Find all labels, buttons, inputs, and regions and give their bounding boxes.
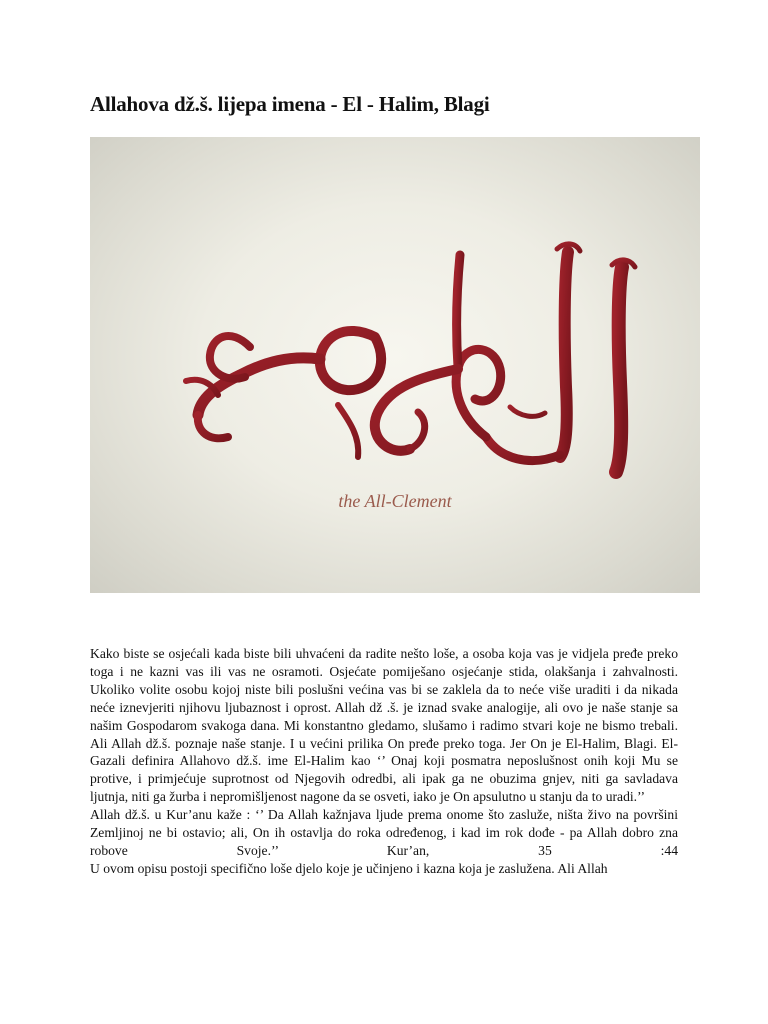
calligraphy-image: [90, 137, 700, 593]
paragraph-1: Kako biste se osjećali kada biste bili uhvaćeni da radite nešto loše, a osoba koja vas je vidjela pređe preko toga i ne kazni vas ili vas ne osramoti. Osjećate pomiješano osjećanje stida, olakšanja i zahvalnosti. Ukoliko volite osobu kojoj niste bili poslušni većina vas bi se zaklela da to neće više uraditi i da nikada neće iznevjeriti njihovu ljubaznost i oprost. Allah dž .š. je iznad svake analogije, ali ovo je naše stanje sa našim Gospodarom svakoga dana. Mi konstantno gledamo, slušamo i radimo stvari koje ne bismo trebali. Ali Allah dž.š. poznaje naše stanje. I u većini prilika On pređe preko toga. Jer On je El-Halim, Blagi. El-Gazali definira Allahovo dž.š. ime El-Halim kao ‘’ Onaj koji posmatra neposlušnost onih koji Mu se protive, i primjećuje suprotnost od Njegovih odredbi, ali ipak ga ne obuzima gnjev, niti ga savladava ljutnja, niti ga žurba i nepromišljenost nagone da se osveti, iako je On apsulutno u stanju da to uradi.’’: [90, 646, 678, 805]
page-title: Allahova dž.š. lijepa imena - El - Halim, Blagi: [90, 92, 490, 116]
image-caption: the All-Clement: [338, 491, 452, 511]
calligraphy-strokes: [186, 244, 635, 472]
paragraph-3: U ovom opisu postoji specifično loše djelo koje je učinjeno i kazna koja je zaslužena. Ali Allah: [90, 860, 608, 876]
paragraph-2: Allah dž.š. u Kur’anu kaže : ‘’ Da Allah kažnjava ljude prema onome što zasluže, ništa živo na površini Zemljinoj ne bi ostavio; ali, On ih ostavlja do roka određenog, i kad im rok dođe - pa Allah dobro zna robove Svoje.’’ Kur’an, 35 :44: [90, 807, 678, 858]
article-body: [90, 645, 678, 878]
al-halim-calligraphy-artwork: [90, 137, 700, 593]
